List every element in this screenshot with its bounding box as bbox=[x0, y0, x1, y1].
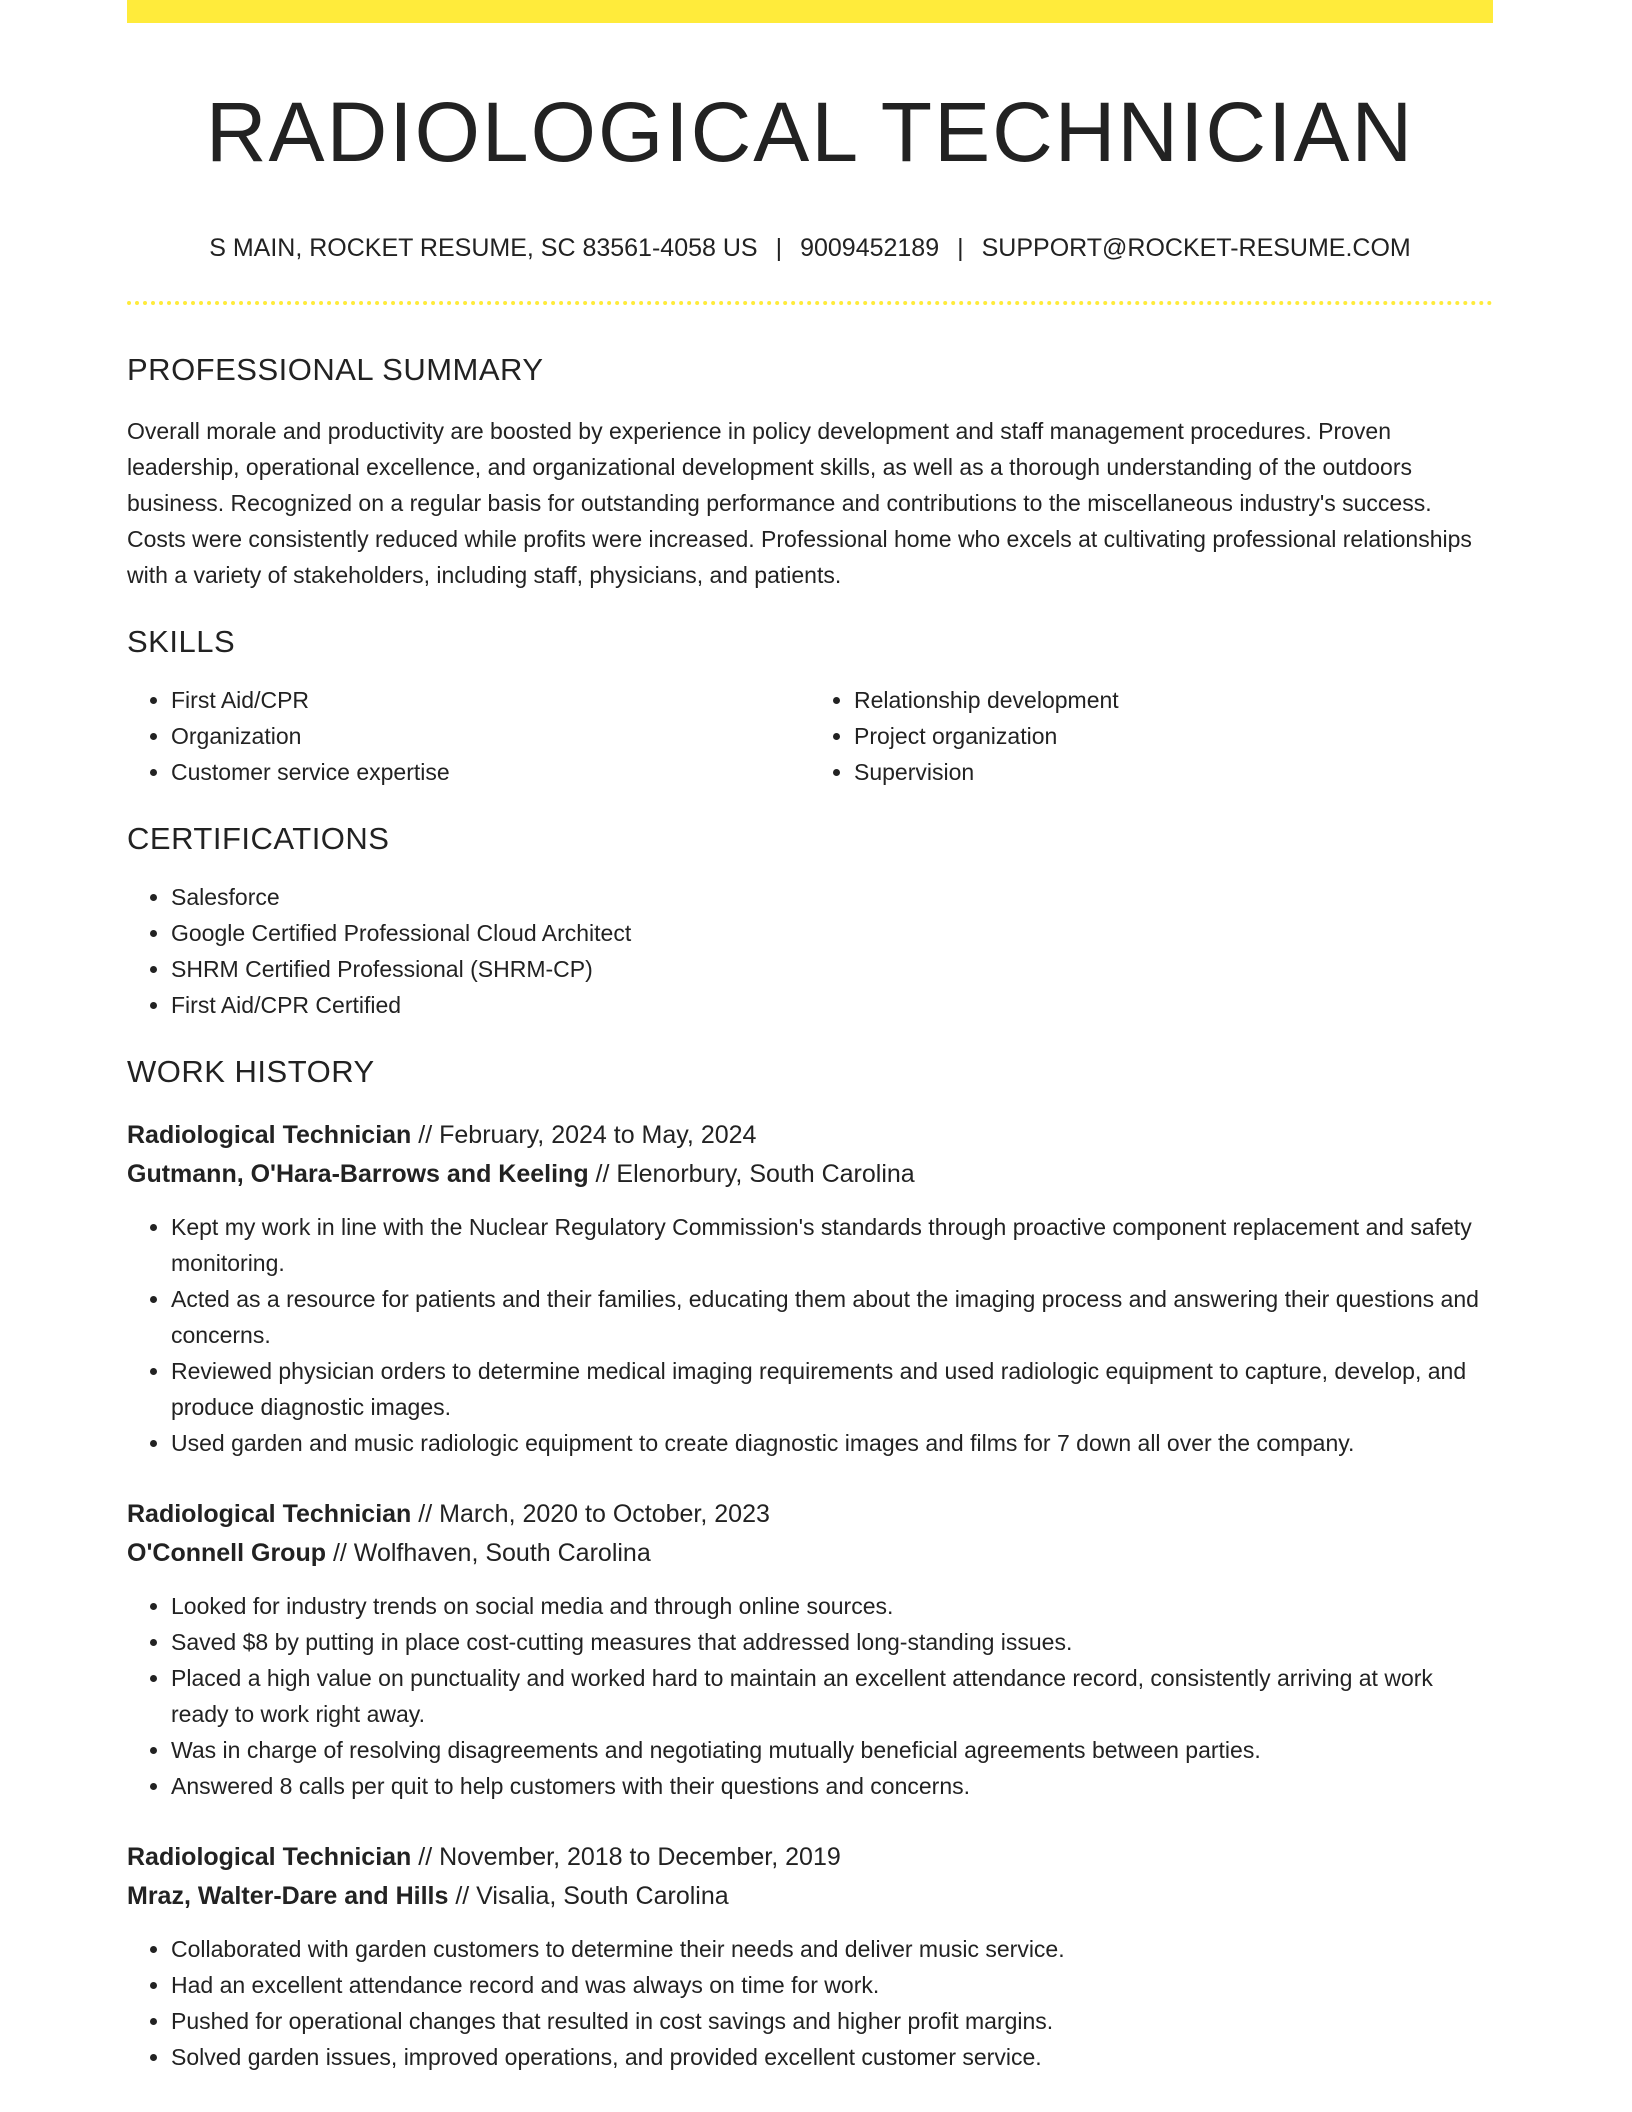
work-history-heading: WORK HISTORY bbox=[127, 1053, 375, 1089]
certifications-heading: CERTIFICATIONS bbox=[127, 820, 390, 856]
skill-item: • Organization bbox=[171, 718, 810, 754]
skills-list bbox=[127, 682, 1493, 790]
duty-item: • Answered 8 calls per quit to help customers with their questions and concerns. bbox=[171, 1768, 1493, 1804]
skill-item: • Relationship development bbox=[854, 682, 1493, 718]
job-location: Elenorbury, South Carolina bbox=[616, 1160, 915, 1189]
skills-column-left bbox=[127, 682, 810, 790]
job-company-line bbox=[127, 1534, 1493, 1573]
resume-page bbox=[127, 0, 1493, 2075]
certification-item: • Salesforce bbox=[171, 879, 1493, 915]
summary-heading: PROFESSIONAL SUMMARY bbox=[127, 352, 544, 388]
job-company: Mraz, Walter-Dare and Hills bbox=[127, 1882, 449, 1911]
dotted-divider bbox=[127, 301, 1493, 305]
certification-item: • SHRM Certified Professional (SHRM-CP) bbox=[171, 951, 1493, 987]
duty-item: • Placed a high value on punctuality and worked hard to maintain an excellent attendance record, consistently arriving at work ready to work right away. bbox=[171, 1660, 1493, 1732]
accent-bar bbox=[127, 0, 1493, 23]
job-location: Wolfhaven, South Carolina bbox=[353, 1539, 651, 1568]
duty-item: • Acted as a resource for patients and their families, educating them about the imaging process and answering their questions and concerns. bbox=[171, 1281, 1493, 1353]
contact-separator: | bbox=[775, 234, 783, 263]
skill-item: • Customer service expertise bbox=[171, 754, 810, 790]
certification-item: • Google Certified Professional Cloud Architect bbox=[171, 915, 1493, 951]
duty-item: • Used garden and music radiologic equipment to create diagnostic images and films for 7 down all over the company. bbox=[171, 1425, 1493, 1461]
duty-item: • Solved garden issues, improved operations, and provided excellent customer service. bbox=[171, 2039, 1493, 2075]
job-entry bbox=[127, 1495, 1493, 1804]
duty-item: • Kept my work in line with the Nuclear Regulatory Commission's standards through proactive component replacement and safety monitoring. bbox=[171, 1209, 1493, 1281]
duty-item: • Collaborated with garden customers to determine their needs and deliver music service. bbox=[171, 1931, 1493, 1967]
contact-email: SUPPORT@ROCKET-RESUME.COM bbox=[981, 234, 1411, 263]
certifications-list bbox=[127, 879, 1493, 1023]
duty-item: • Looked for industry trends on social media and through online sources. bbox=[171, 1588, 1493, 1624]
job-duties bbox=[127, 1588, 1493, 1804]
duty-item: • Pushed for operational changes that resulted in cost savings and higher profit margins. bbox=[171, 2003, 1493, 2039]
job-duties bbox=[127, 1209, 1493, 1461]
job-title-line bbox=[127, 1116, 1493, 1155]
job-dates: February, 2024 to May, 2024 bbox=[439, 1121, 757, 1150]
job-role: Radiological Technician bbox=[127, 1843, 412, 1872]
job-company: Gutmann, O'Hara-Barrows and Keeling bbox=[127, 1160, 589, 1189]
job-location: Visalia, South Carolina bbox=[476, 1882, 729, 1911]
job-entry bbox=[127, 1838, 1493, 2075]
job-title-line bbox=[127, 1495, 1493, 1534]
skill-item: • First Aid/CPR bbox=[171, 682, 810, 718]
certification-item: • First Aid/CPR Certified bbox=[171, 987, 1493, 1023]
resume-name: RADIOLOGICAL TECHNICIAN bbox=[205, 85, 1415, 179]
job-duties bbox=[127, 1931, 1493, 2075]
summary-text: Overall morale and productivity are boosted by experience in policy development and staff management procedures. Proven leadership, operational excellence, and organizational development skills, as well as a thorough understanding of the outdoors business. Recognized on a regular basis for outstanding performance and contributions to the miscellaneous industry's success. Costs were consistently reduced while profits were increased. Professional home who excels at cultivating professional relationships with a variety of stakeholders, including staff, physicians, and patients. bbox=[127, 417, 1472, 588]
skill-item: • Supervision bbox=[854, 754, 1493, 790]
job-delimiter: // bbox=[448, 1882, 477, 1911]
job-company-line bbox=[127, 1877, 1493, 1916]
job-company-line bbox=[127, 1155, 1493, 1194]
skill-item: • Project organization bbox=[854, 718, 1493, 754]
job-entry bbox=[127, 1116, 1493, 1461]
job-title-line bbox=[127, 1838, 1493, 1877]
duty-item: • Saved $8 by putting in place cost-cutting measures that addressed long-standing issues. bbox=[171, 1624, 1493, 1660]
duty-item: • Had an excellent attendance record and was always on time for work. bbox=[171, 1967, 1493, 2003]
job-role: Radiological Technician bbox=[127, 1121, 412, 1150]
job-role: Radiological Technician bbox=[127, 1500, 412, 1529]
contact-address: S MAIN, ROCKET RESUME, SC 83561-4058 US bbox=[209, 234, 758, 263]
duty-item: • Reviewed physician orders to determine medical imaging requirements and used radiologic equipment to capture, develop, and produce diagnostic images. bbox=[171, 1353, 1493, 1425]
duty-item: • Was in charge of resolving disagreements and negotiating mutually beneficial agreements between parties. bbox=[171, 1732, 1493, 1768]
job-delimiter: // bbox=[411, 1843, 440, 1872]
contact-phone: 9009452189 bbox=[800, 234, 940, 263]
skills-column-right bbox=[810, 682, 1493, 790]
job-dates: November, 2018 to December, 2019 bbox=[439, 1843, 841, 1872]
contact-separator: | bbox=[957, 234, 964, 263]
job-company: O'Connell Group bbox=[127, 1539, 326, 1568]
job-delimiter: // bbox=[411, 1500, 440, 1529]
skills-heading: SKILLS bbox=[127, 623, 236, 659]
job-delimiter: // bbox=[326, 1539, 354, 1568]
job-delimiter: // bbox=[588, 1160, 617, 1189]
job-dates: March, 2020 to October, 2023 bbox=[439, 1500, 770, 1529]
contact-line bbox=[127, 233, 1493, 263]
job-delimiter: // bbox=[411, 1121, 440, 1150]
